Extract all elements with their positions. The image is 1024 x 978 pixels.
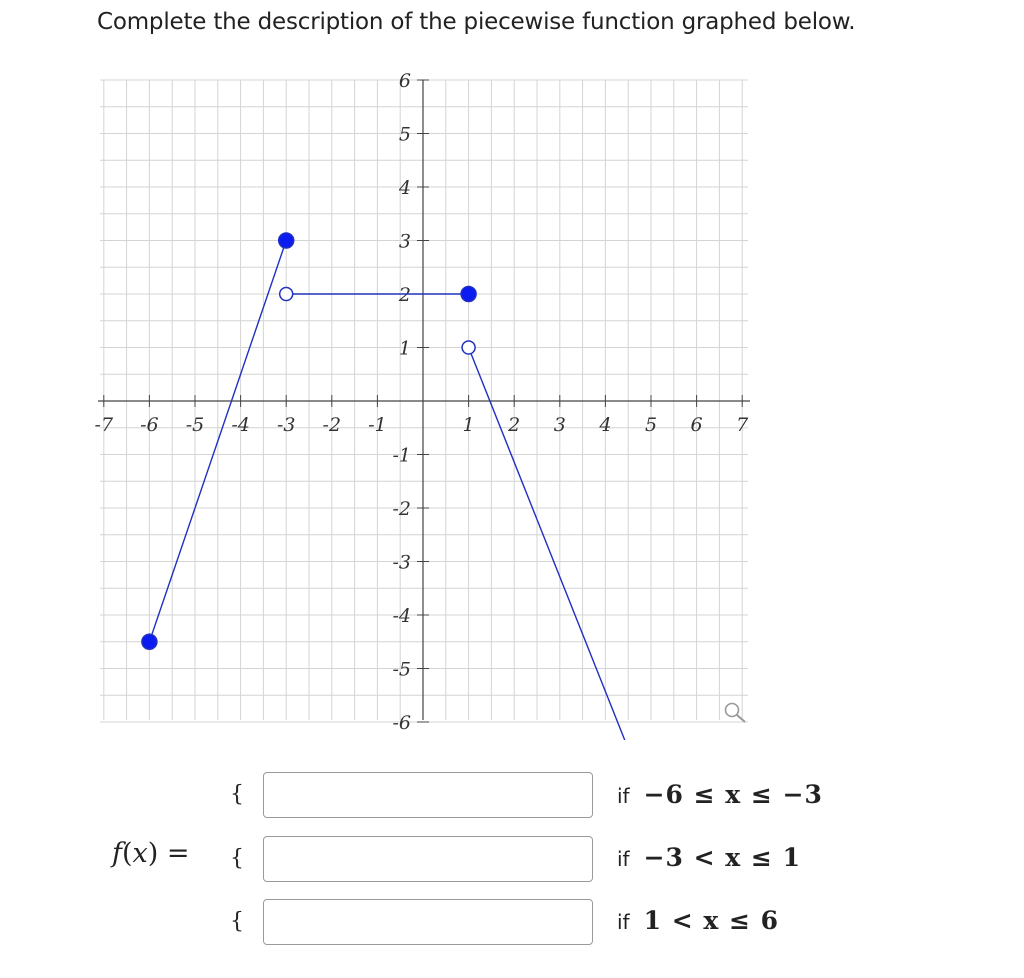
open-point [280, 288, 293, 301]
x-tick-label: -5 [185, 414, 205, 436]
y-tick-label: -2 [392, 498, 411, 520]
piece-1-condition: if −6 ≤ x ≤ −3 [617, 780, 823, 809]
y-tick-label: -3 [392, 551, 411, 574]
magnifier-icon[interactable] [722, 700, 750, 726]
axes [98, 80, 750, 722]
curve-segment-3 [469, 348, 629, 741]
question-prompt: Complete the description of the piecewise function graphed below. [97, 9, 856, 35]
piece-3-input[interactable] [263, 899, 593, 945]
open-point [462, 341, 475, 354]
y-tick-label: 3 [398, 230, 411, 253]
x-tick-label: 7 [736, 414, 749, 436]
y-tick-label: 4 [398, 177, 411, 199]
x-tick-label: -3 [276, 414, 296, 436]
y-tick-label: 2 [398, 284, 411, 306]
piece-2-brace: { [230, 846, 244, 871]
y-tick-label: -4 [392, 605, 411, 627]
y-tick-label: 5 [398, 123, 411, 146]
y-tick-label: -5 [392, 658, 411, 681]
graph-curves [149, 241, 628, 741]
piece-2-condition: if −3 < x ≤ 1 [617, 843, 801, 872]
x-tick-label: 4 [599, 414, 612, 436]
x-tick-label: -2 [322, 414, 342, 436]
piece-1-input[interactable] [263, 772, 593, 818]
x-tick-label: 2 [508, 414, 521, 436]
piece-2-input[interactable] [263, 836, 593, 882]
x-tick-label: 6 [690, 414, 703, 436]
x-tick-label: 5 [644, 414, 658, 436]
piece-1-brace: { [230, 782, 244, 807]
x-tick-label: 3 [553, 414, 566, 436]
x-tick-label: -4 [231, 414, 250, 436]
function-label: f(x) = [112, 838, 190, 869]
piece-3-condition: if 1 < x ≤ 6 [617, 906, 780, 935]
piece-3-brace: { [230, 909, 244, 934]
y-tick-label: -1 [392, 444, 411, 467]
y-tick-label: 1 [398, 337, 411, 360]
y-tick-label: 6 [398, 70, 411, 92]
x-tick-label: 1 [462, 414, 475, 436]
x-tick-label: -6 [140, 414, 159, 436]
closed-point [142, 634, 157, 649]
closed-point [279, 233, 294, 248]
y-tick-label: -6 [392, 712, 411, 734]
closed-point [461, 287, 476, 302]
x-tick-label: -1 [368, 414, 387, 436]
x-tick-label: -7 [94, 414, 114, 436]
